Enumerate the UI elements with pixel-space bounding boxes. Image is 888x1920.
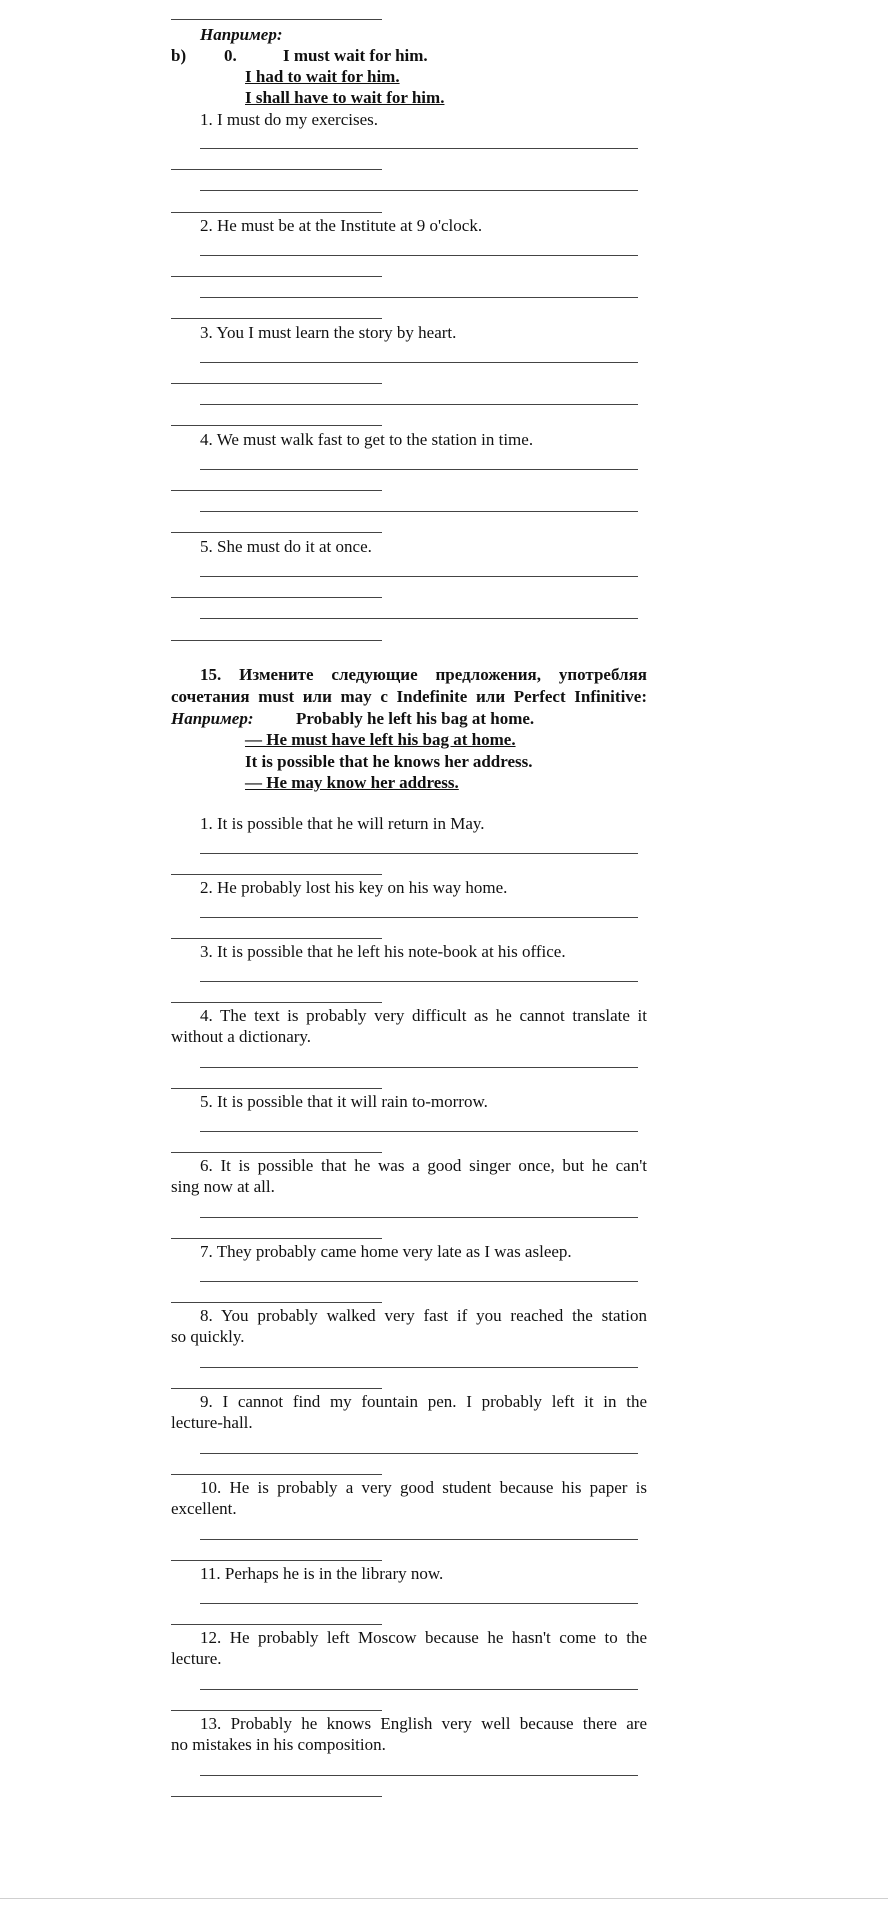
exercise-item: 1. It is possible that he will return in May.: [200, 814, 485, 833]
example-label: Например:: [171, 709, 254, 728]
answer-line: [171, 1474, 382, 1475]
answer-line: [200, 1775, 638, 1776]
answer-line: [171, 1560, 382, 1561]
example-answer: — He may know her address.: [245, 773, 459, 792]
exercise-item: 12. He probably left Moscow because he hasn't come to the: [200, 1628, 647, 1647]
example-number: 0.: [224, 46, 237, 65]
answer-line: [171, 490, 382, 491]
answer-line: [200, 1539, 638, 1540]
exercise-item: 2. He must be at the Institute at 9 o'clock.: [200, 216, 483, 235]
exercise-item: 13. Probably he knows English very well because there are: [200, 1714, 647, 1733]
answer-line: [200, 511, 638, 512]
answer-line: [171, 1302, 382, 1303]
answer-line: [200, 255, 638, 256]
answer-line: [200, 1367, 638, 1368]
exercise-heading: сочетания must или may с Indefinite или Perfect Infinitive:: [171, 687, 647, 706]
answer-line: [200, 297, 638, 298]
answer-line: [200, 1689, 638, 1690]
exercise-item: 2. He probably lost his key on his way home.: [200, 878, 508, 897]
answer-line: [200, 576, 638, 577]
exercise-item: 1. I must do my exercises.: [200, 110, 378, 129]
answer-line: [171, 212, 382, 213]
answer-line: [200, 148, 638, 149]
example-sentence: It is possible that he knows her address.: [245, 752, 533, 771]
example-label: Например:: [200, 25, 283, 44]
exercise-item: 9. I cannot find my fountain pen. I probably left it in the: [200, 1392, 647, 1411]
answer-line: [171, 169, 382, 170]
exercise-item: 6. It is possible that he was a good singer once, but he can't: [200, 1156, 647, 1175]
answer-line: [171, 1238, 382, 1239]
exercise-item: 8. You probably walked very fast if you reached the station: [200, 1306, 647, 1325]
exercise-item: 10. He is probably a very good student because his paper is: [200, 1478, 647, 1497]
answer-line: [200, 362, 638, 363]
answer-line: [171, 1796, 382, 1797]
answer-line: [200, 1453, 638, 1454]
exercise-item: 5. It is possible that it will rain to-morrow.: [200, 1092, 488, 1111]
answer-line: [200, 853, 638, 854]
answer-line: [171, 383, 382, 384]
example-sentence: Probably he left his bag at home.: [296, 709, 535, 728]
answer-line: [200, 190, 638, 191]
exercise-item-continued: sing now at all.: [171, 1177, 275, 1196]
answer-line: [171, 597, 382, 598]
answer-line: [171, 1710, 382, 1711]
answer-line: [200, 1217, 638, 1218]
answer-line: [200, 1603, 638, 1604]
exercise-heading: 15. Измените следующие предложения, употребляя: [200, 665, 647, 684]
answer-line: [171, 1624, 382, 1625]
answer-line: [171, 19, 382, 20]
exercise-item-continued: no mistakes in his composition.: [171, 1735, 386, 1754]
exercise-item: 5. She must do it at once.: [200, 537, 372, 556]
exercise-item-continued: excellent.: [171, 1499, 237, 1518]
answer-line: [171, 1002, 382, 1003]
exercise-item-continued: so quickly.: [171, 1327, 245, 1346]
answer-line: [171, 1088, 382, 1089]
answer-line: [200, 404, 638, 405]
example-answer: — He must have left his bag at home.: [245, 730, 516, 749]
answer-line: [171, 532, 382, 533]
answer-line: [171, 1388, 382, 1389]
exercise-item: 3. It is possible that he left his note-book at his office.: [200, 942, 566, 961]
answer-line: [200, 618, 638, 619]
exercise-item: 3. You I must learn the story by heart.: [200, 323, 457, 342]
exercise-item: 7. They probably came home very late as I was asleep.: [200, 1242, 572, 1261]
answer-line: [171, 938, 382, 939]
answer-line: [200, 1067, 638, 1068]
page-bottom-border: [0, 1898, 888, 1899]
exercise-item-continued: without a dictionary.: [171, 1027, 312, 1046]
answer-line: [200, 1281, 638, 1282]
exercise-item: 4. We must walk fast to get to the station in time.: [200, 430, 534, 449]
answer-line: [200, 1131, 638, 1132]
example-answer: I had to wait for him.: [245, 67, 400, 86]
exercise-item: 4. The text is probably very difficult as he cannot translate it: [200, 1006, 647, 1025]
exercise-item-continued: lecture-hall.: [171, 1413, 253, 1432]
answer-line: [200, 469, 638, 470]
example-answer: I shall have to wait for him.: [245, 88, 445, 107]
answer-line: [171, 425, 382, 426]
answer-line: [200, 981, 638, 982]
exercise-item: 11. Perhaps he is in the library now.: [200, 1564, 444, 1583]
section-letter: b): [171, 46, 187, 65]
answer-line: [171, 1152, 382, 1153]
answer-line: [171, 640, 382, 641]
exercise-item-continued: lecture.: [171, 1649, 222, 1668]
answer-line: [200, 917, 638, 918]
answer-line: [171, 874, 382, 875]
answer-line: [171, 276, 382, 277]
answer-line: [171, 318, 382, 319]
example-sentence: I must wait for him.: [283, 46, 428, 65]
